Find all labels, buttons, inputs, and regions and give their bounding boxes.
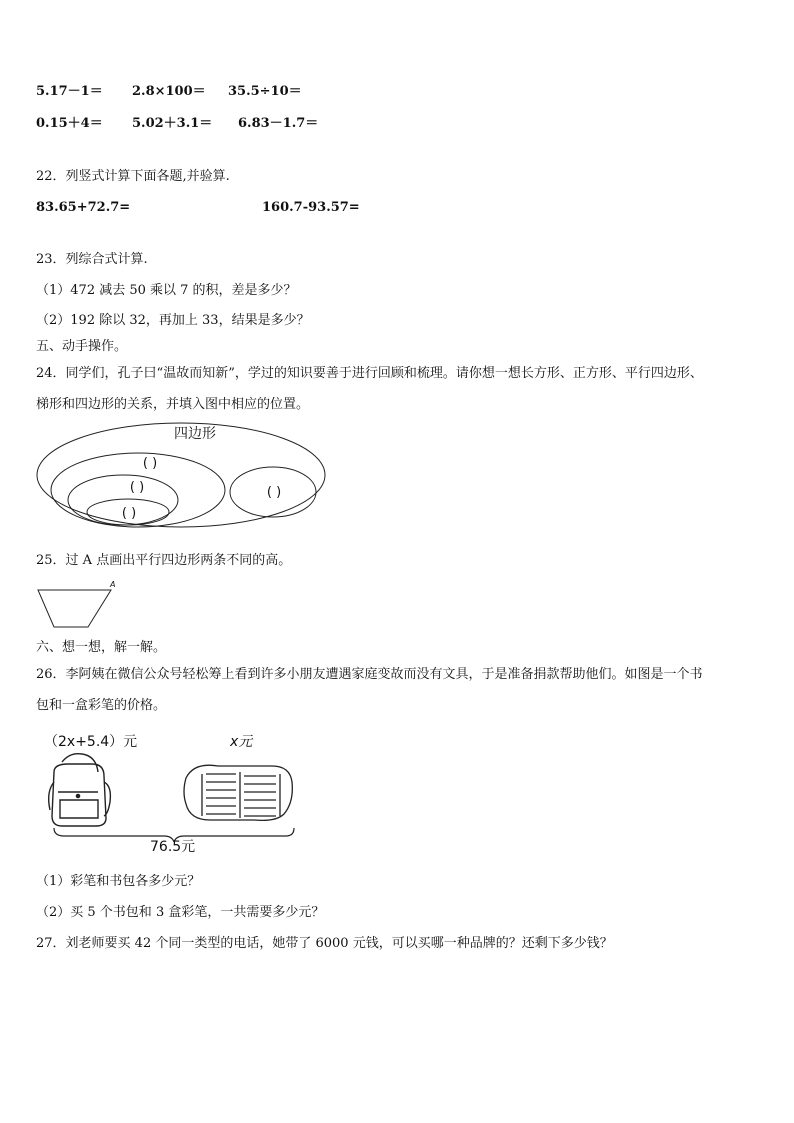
q24-line2: 梯形和四边形的关系，并填入图中相应的位置。 <box>36 397 310 412</box>
oral-calc-1: 5.17－1＝ <box>36 84 103 99</box>
q24-line1: 24．同学们，孔子曰“温故而知新”，学过的知识要善于进行回顾和梳理。请你想一想长方形、正方形、平行四边形、 <box>36 366 703 381</box>
oral-calc-5: 5.02＋3.1＝ <box>132 116 213 131</box>
section6-heading: 六、想一想，解一解。 <box>36 640 167 655</box>
q25-prompt: 25．过 A 点画出平行四边形两条不同的高。 <box>36 553 292 568</box>
q26-line1: 26．李阿姨在微信公众号轻松筹上看到许多小朋友遭遇家庭变故而没有文具，于是准备捐款帮助他们。如图是一个书 <box>36 667 703 682</box>
vertex-a-label: A <box>110 580 116 589</box>
bag-price-label: （2x+5.4）元 <box>44 734 138 750</box>
q26-item-2: （2）买 5 个书包和 3 盒彩笔，一共需要多少元？ <box>36 905 325 920</box>
trapezoid-blank[interactable]: ( ) <box>266 485 282 500</box>
pens-price-label: x元 <box>230 734 253 750</box>
quadrilateral-label: 四边形 <box>174 426 216 442</box>
quadrilateral-venn-diagram <box>0 418 340 530</box>
q26-line2: 包和一盒彩笔的价格。 <box>36 698 167 713</box>
q22-item-2: 160.7-93.57= <box>262 200 360 215</box>
colored-pens-icon <box>184 765 292 820</box>
q23-prompt: 23．列综合式计算. <box>36 252 148 267</box>
q26-item-1: （1）彩笔和书包各多少元？ <box>36 874 201 889</box>
rectangle-blank[interactable]: ( ) <box>129 480 145 495</box>
oral-calc-2: 2.8×100＝ <box>132 84 206 99</box>
q22-prompt: 22．列竖式计算下面各题,并验算. <box>36 169 230 184</box>
oral-calc-6: 6.83－1.7＝ <box>238 116 319 131</box>
q23-item-1: （1）472 减去 50 乘以 7 的积，差是多少？ <box>36 283 297 298</box>
q23-item-2: （2）192 除以 32，再加上 33，结果是多少？ <box>36 313 310 328</box>
oral-calc-4: 0.15＋4＝ <box>36 116 103 131</box>
price-illustration <box>40 752 300 842</box>
square-blank[interactable]: ( ) <box>121 506 137 521</box>
q27-prompt: 27．刘老师要买 42 个同一类型的电话，她带了 6000 元钱，可以买哪一种品牌的？还剩下多少钱？ <box>36 936 613 951</box>
oral-calc-3: 35.5÷10＝ <box>228 84 302 99</box>
parallelogram-blank[interactable]: ( ) <box>142 456 158 471</box>
backpack-icon <box>49 754 111 826</box>
q22-item-1: 83.65+72.7= <box>36 200 131 215</box>
parallelogram-figure <box>34 578 118 632</box>
section5-heading: 五、动手操作。 <box>36 339 128 354</box>
total-price-label: 76.5元 <box>150 839 196 855</box>
